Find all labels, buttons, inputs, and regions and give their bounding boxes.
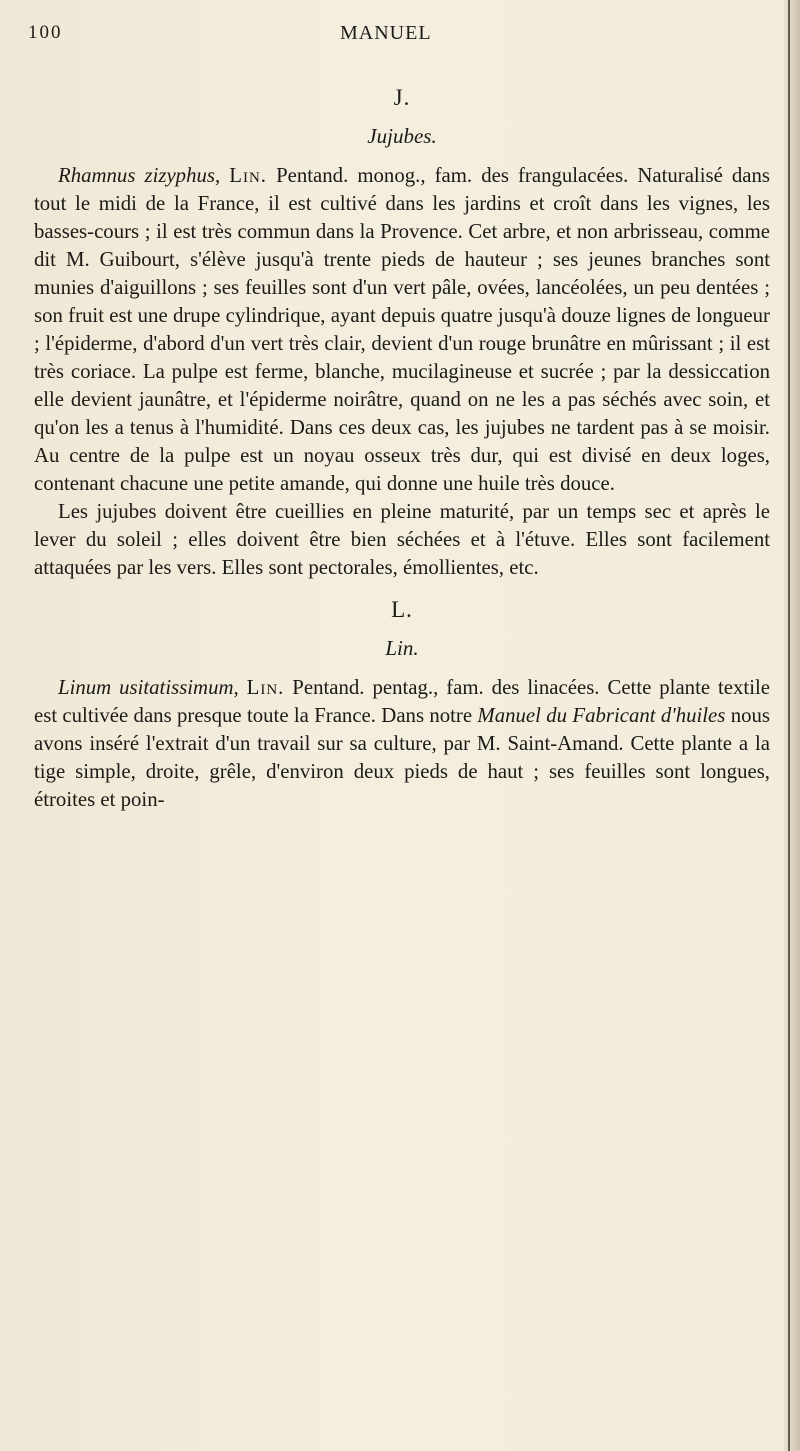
author-abbrev: Lin. — [246, 676, 285, 699]
page-header — [28, 22, 788, 52]
book-title: Manuel du Fabricant d'huiles — [477, 704, 726, 727]
latin-name: Rhamnus zizyphus — [58, 164, 215, 187]
paragraph-text-a: Pentand. pentag., fam. des linacées. Cette plante textile est cultivée dans presque toute la France. Dans notre — [34, 676, 770, 727]
paragraph-harvest: Les jujubes doivent être cueillies en pleine maturité, par un temps sec et après le lever du soleil ; elles doivent être bien séchées et à l'étuve. Elles sont facilement attaquées par les vers. Elles sont pectorales, émollientes, etc. — [34, 500, 770, 579]
latin-name: Linum usitatissimum — [58, 676, 234, 699]
section-letter-l: L. — [391, 597, 413, 622]
paragraph-rhamnus: Rhamnus zizyphus, Lin. Pentand. monog., fam. des frangulacées. Naturalisé dans tout le midi de la France, il est cultivé dans les jardins et croît dans les vignes, les basses-cours ; il est très commun dans la Provence. Cet arbre, et non arbrisseau, comme dit M. Guibourt, s'élève jusqu'à trente pieds de hauteur ; ses jeunes branches sont munies d'aiguillons ; ses feuilles sont d'un vert pâle, ovées, lancéolées, un peu dentées ; son fruit est une drupe cylindrique, ayant depuis quatre jusqu'à douze lignes de longueur ; l'épiderme, d'abord d'un vert très clair, devient d'un rouge brunâtre en mûrissant ; il est très coriace. La pulpe est ferme, blanche, mucilagineuse et sucrée ; par la dessiccation elle devient jaunâtre, et l'épiderme noirâtre, quand on ne les a pas séchés avec soin, et qu'on les a tenus à l'humidité. Dans ces deux cas, les jujubes ne tardent pas à se moisir. Au centre de la pulpe est un noyau osseux très dur, qui est divisé en deux loges, contenant chacune une petite amande, qui donne une huile très douce. — [34, 164, 771, 495]
section-letter-j: J. — [393, 85, 411, 110]
author-abbrev: Lin. — [229, 164, 267, 187]
paragraph-linum: Linum usitatissimum, Lin. Pentand. pentag., fam. des linacées. Cette plante textile est cultivée dans presque toute la France. Dans notre Manuel du Fabricant d'huiles nous avons inséré l'extrait d'un travail sur sa culture, par M. Saint-Amand. Cette plante a la tige simple, droite, grêle, d'environ deux pieds de haut ; ses feuilles sont longues, étroites et poin- — [34, 676, 770, 811]
section-heading-lin: Lin. — [385, 636, 419, 660]
running-title: MANUEL — [340, 22, 432, 44]
page-content — [34, 84, 770, 814]
section-heading-jujubes: Jujubes. — [367, 124, 437, 148]
page-edge — [784, 0, 800, 1451]
page-number: 100 — [28, 22, 63, 43]
paragraph-text: Pentand. monog., fam. des frangulacées. Naturalisé dans tout le midi de la France, il est cultivé dans les jardins et croît dans les vignes, les basses-cours ; il est très commun dans la Provence. Cet arbre, et non arbrisseau, comme dit M. Guibourt, s'élève jusqu'à trente pieds de hauteur ; ses jeunes branches sont munies d'aiguillons ; ses feuilles sont d'un vert pâle, ovées, lancéolées, un peu dentées ; son fruit est une drupe cylindrique, ayant depuis quatre jusqu'à douze lignes de longueur ; l'épiderme, d'abord d'un vert très clair, devient d'un rouge brunâtre en mûrissant ; il est très coriace. La pulpe est ferme, blanche, mucilagineuse et sucrée ; par la dessiccation elle devient jaunâtre, et l'épiderme noirâtre, quand on ne les a pas séchés avec soin, et qu'on les a tenus à l'humidité. Dans ces deux cas, les jujubes ne tardent pas à se moisir. Au centre de la pulpe est un noyau osseux très dur, qui est divisé en deux loges, contenant chacune une petite amande, qui donne une huile très douce. — [34, 164, 771, 495]
paragraph-text-b: nous avons inséré l'extrait d'un travail sur sa culture, par M. Saint-Amand. Cette plante a la tige simple, droite, grêle, d'environ deux pieds de haut ; ses feuilles sont longues, étroites et poin- — [34, 704, 770, 811]
